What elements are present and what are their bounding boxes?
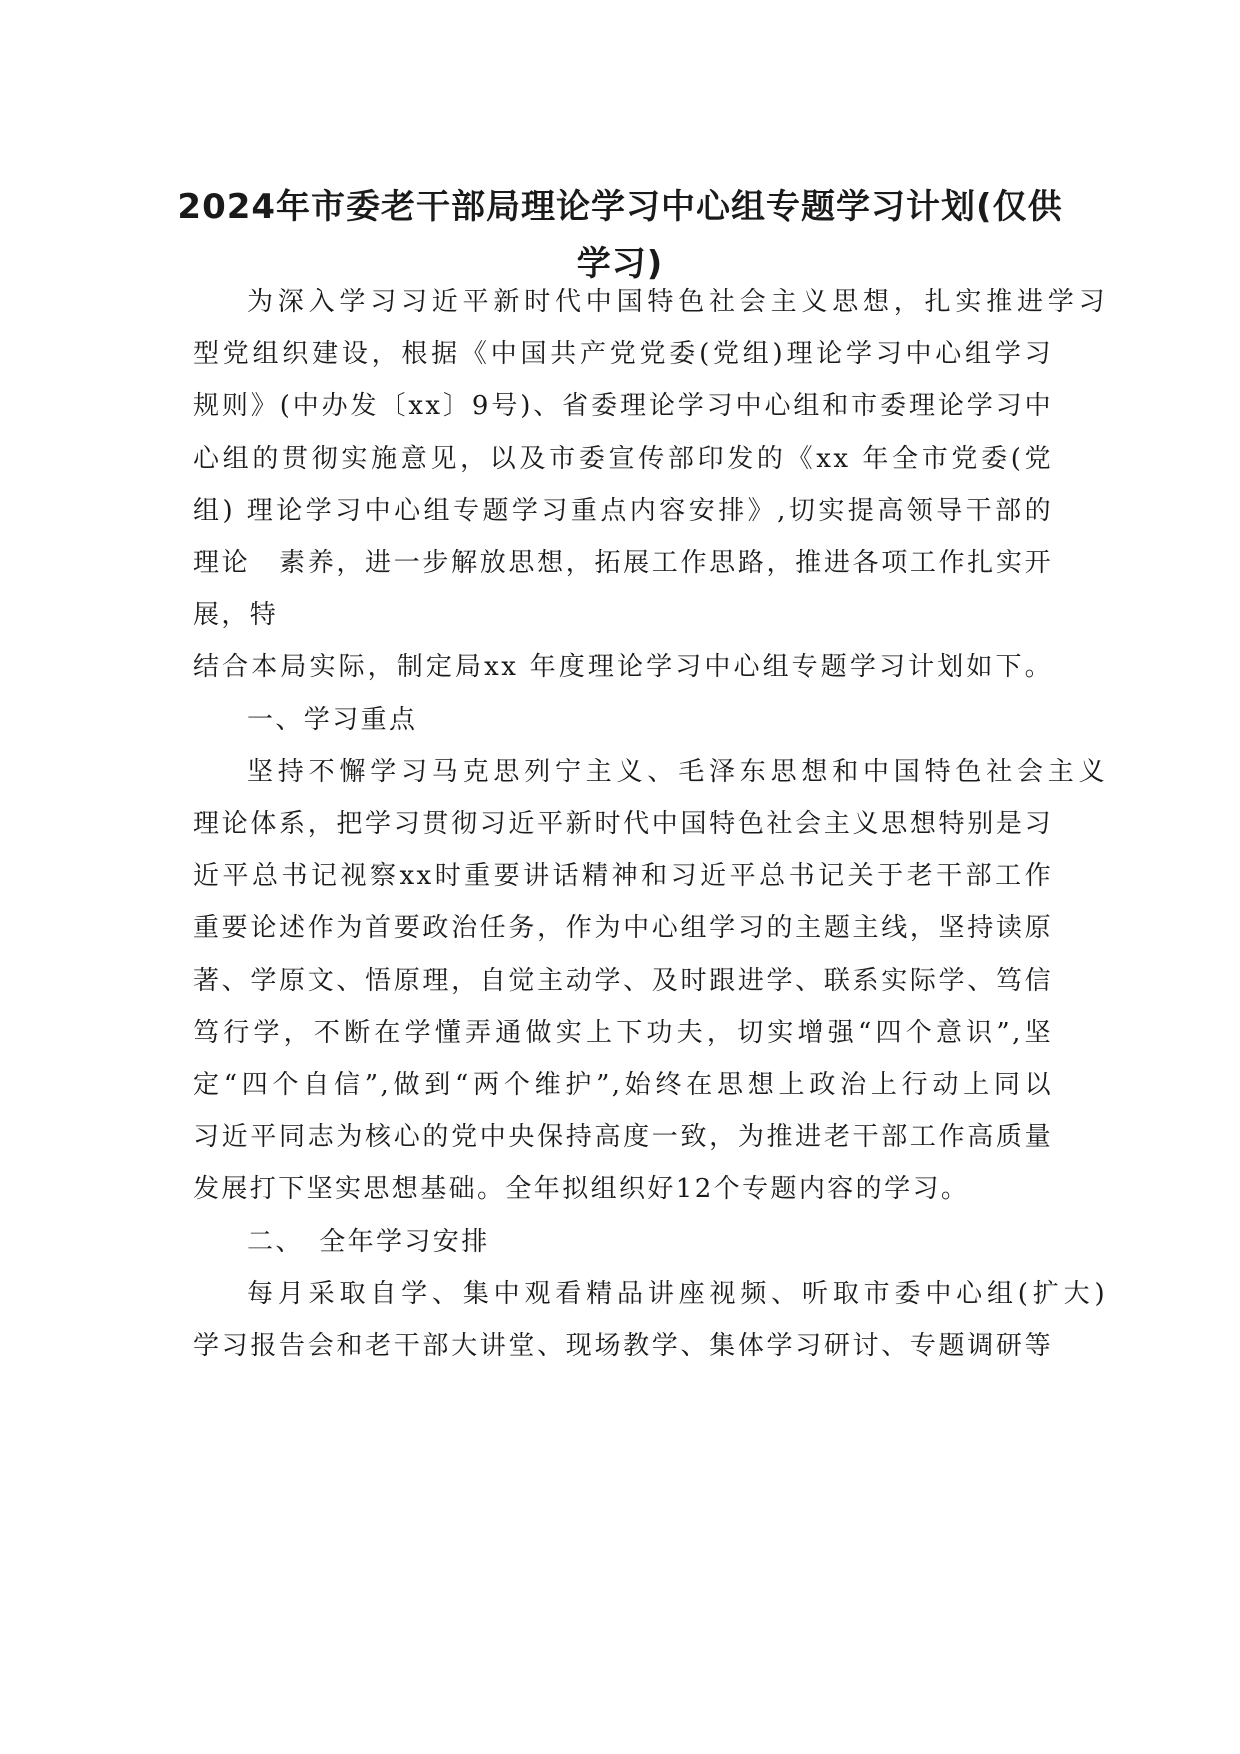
section-heading-annual-plan: 二、 全年学习安排: [247, 1227, 490, 1257]
body-line: 每月采取自学、集中观看精品讲座视频、听取市委中心组(扩大): [247, 1279, 1107, 1309]
body-line: 笃行学，不断在学懂弄通做实上下功夫，切实增强“四个意识”,坚: [193, 1018, 1053, 1048]
section-heading-study-focus: 一、学习重点: [247, 705, 418, 735]
body-line: 理论体系，把学习贯彻习近平新时代中国特色社会主义思想特别是习: [193, 809, 1053, 839]
body-line: 坚持不懈学习马克思列宁主义、毛泽东思想和中国特色社会主义: [247, 757, 1107, 787]
body-line: 学习报告会和老干部大讲堂、现场教学、集体学习研讨、专题调研等: [193, 1331, 1053, 1361]
body-line: 为深入学习习近平新时代中国特色社会主义思想，扎实推进学习: [247, 287, 1107, 317]
body-line: 近平总书记视察xx时重要讲话精神和习近平总书记关于老干部工作: [193, 861, 1053, 891]
body-line: 著、学原文、悟原理，自觉主动学、及时跟进学、联系实际学、笃信: [193, 966, 1053, 996]
body-line: 心组的贯彻实施意见，以及市委宣传部印发的《xx 年全市党委(党: [193, 444, 1053, 474]
body-line: 结合本局实际，制定局xx 年度理论学习中心组专题学习计划如下。: [193, 652, 1053, 682]
body-line: 习近平同志为核心的党中央保持高度一致，为推进老干部工作高质量: [193, 1122, 1053, 1152]
body-line: 展，特: [193, 600, 279, 630]
document-title-line-1: 2024年市委老干部局理论学习中心组专题学习计划(仅供: [177, 187, 1063, 227]
body-line: 发展打下坚实思想基础。全年拟组织好12个专题内容的学习。: [193, 1174, 970, 1204]
body-line: 组) 理论学习中心组专题学习重点内容安排》,切实提高领导干部的: [193, 496, 1053, 526]
body-line: 定“四个自信”,做到“两个维护”,始终在思想上政治上行动上同以: [193, 1070, 1053, 1100]
body-line: 型党组织建设，根据《中国共产党党委(党组)理论学习中心组学习: [193, 339, 1053, 369]
body-line: 规则》(中办发〔xx〕9号)、省委理论学习中心组和市委理论学习中: [193, 391, 1053, 421]
document-title-line-2: 学习): [576, 244, 664, 284]
body-line: 重要论述作为首要政治任务，作为中心组学习的主题主线，坚持读原: [193, 913, 1053, 943]
body-line: 理论 素养，进一步解放思想，拓展工作思路，推进各项工作扎实开: [193, 548, 1053, 578]
